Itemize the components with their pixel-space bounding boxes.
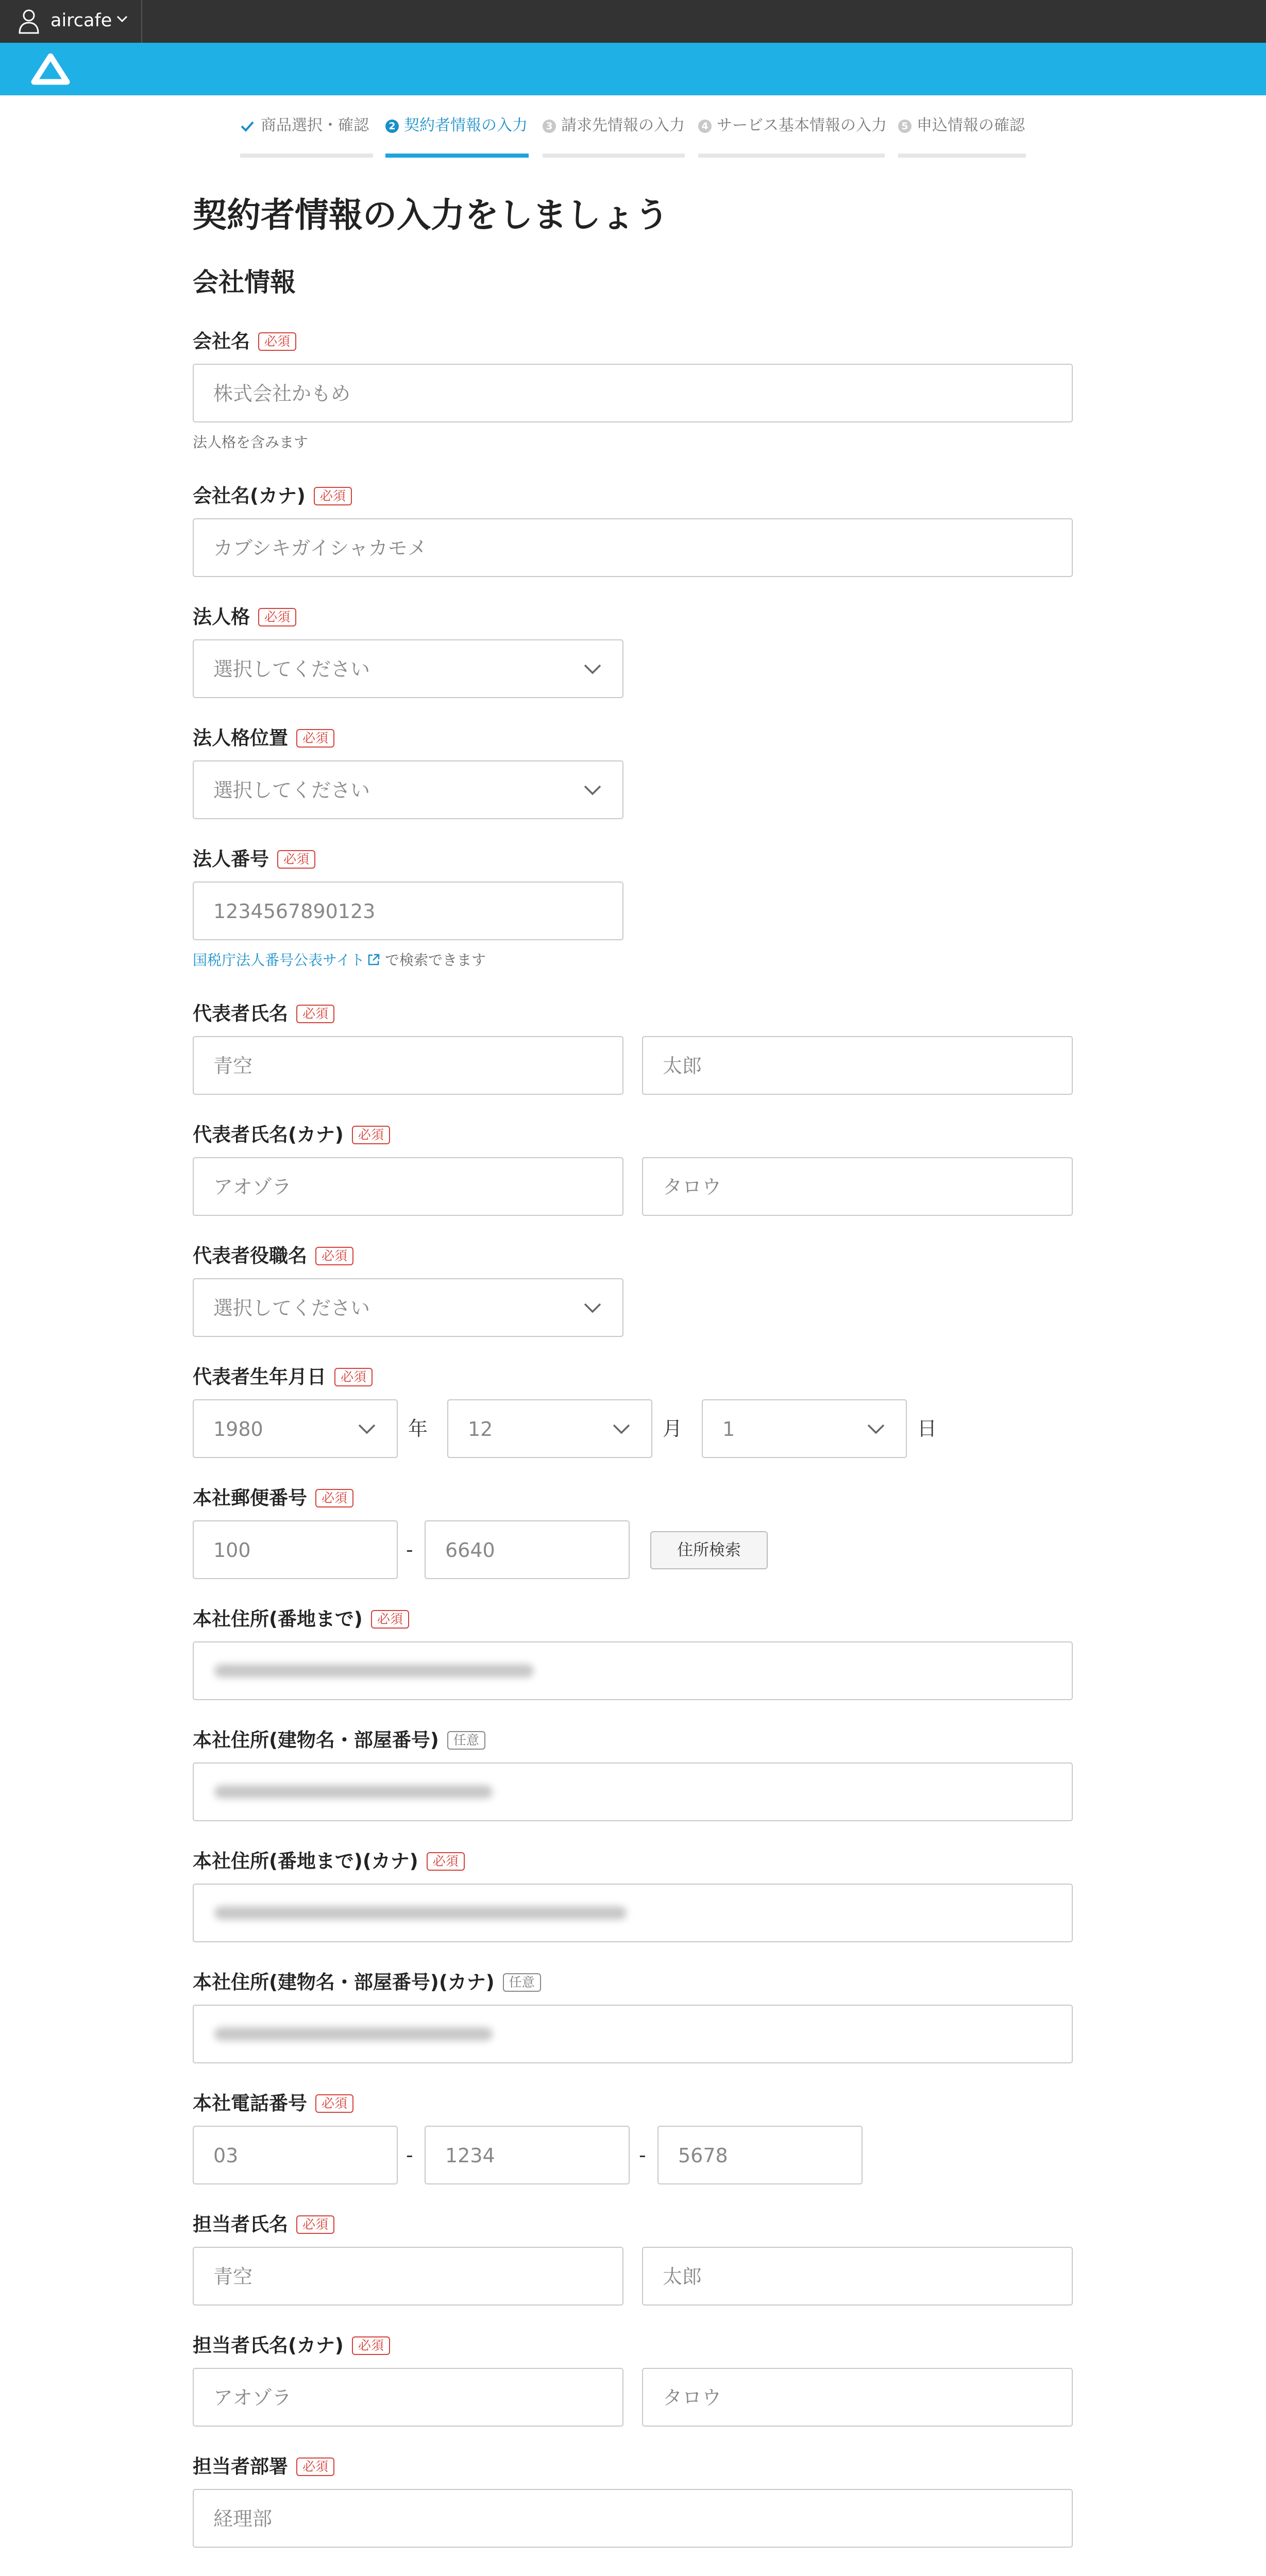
step-billing-info	[543, 108, 685, 160]
birth-month-select[interactable]: 12	[447, 1399, 652, 1458]
chevron-down-icon	[116, 15, 128, 23]
corp-type-select[interactable]: 選択してください	[193, 639, 623, 698]
required-badge: 必須	[296, 2458, 334, 2476]
company-kana-input[interactable]: カブシキガイシャカモメ	[193, 518, 1073, 577]
required-badge: 必須	[296, 1005, 334, 1023]
step-contractor-info	[385, 108, 529, 160]
chevron-down-icon	[583, 1302, 602, 1314]
account-name: aircafe	[50, 10, 112, 31]
top-bar	[0, 0, 1266, 43]
step-number: 2	[385, 120, 399, 133]
required-badge: 必須	[315, 1247, 353, 1265]
birth-day-select[interactable]: 1	[702, 1399, 907, 1458]
zip-part2-input[interactable]: 6640	[425, 1520, 630, 1579]
step-bar	[543, 154, 685, 158]
dash: -	[406, 2144, 413, 2166]
required-badge: 必須	[296, 729, 334, 748]
required-badge: 必須	[352, 1126, 390, 1144]
address2-kana-input[interactable]	[193, 2005, 1073, 2063]
month-unit: 月	[663, 1417, 683, 1440]
rep-kana-label: 代表者氏名(カナ) 必須	[193, 1123, 390, 1147]
address-search-button[interactable]: 住所検索	[650, 1531, 768, 1569]
chevron-down-icon	[867, 1423, 885, 1435]
blurred-text	[214, 1906, 627, 1920]
required-badge: 必須	[315, 2094, 353, 2113]
step-number: 3	[543, 120, 556, 133]
address1-label: 本社住所(番地まで) 必須	[193, 1607, 409, 1631]
step-label: サービス基本情報の入力	[717, 116, 887, 134]
blurred-text	[214, 1785, 493, 1799]
address1-kana-input[interactable]	[193, 1884, 1073, 1942]
step-label: 請求先情報の入力	[561, 116, 685, 134]
dash: -	[639, 2144, 646, 2166]
check-icon	[240, 121, 255, 132]
corp-type-position-select[interactable]: 選択してください	[193, 760, 623, 819]
contact-last-name-input[interactable]: 青空	[193, 2247, 623, 2306]
contact-first-kana-input[interactable]: タロウ	[642, 2368, 1073, 2427]
airregi-logo-icon[interactable]	[31, 53, 70, 85]
contact-dept-input[interactable]: 経理部	[193, 2489, 1073, 2548]
hq-phone-part3-input[interactable]: 5678	[657, 2126, 863, 2184]
step-number: 4	[698, 120, 712, 133]
step-label: 申込情報の確認	[917, 116, 1025, 134]
required-badge: 必須	[314, 487, 352, 505]
rep-first-kana-input[interactable]: タロウ	[642, 1157, 1073, 1216]
corp-type-label: 法人格 必須	[193, 605, 296, 629]
corp-number-input[interactable]: 1234567890123	[193, 882, 623, 940]
required-badge: 必須	[334, 1368, 373, 1386]
rep-name-label: 代表者氏名 必須	[193, 1002, 334, 1026]
birth-year-select[interactable]: 1980	[193, 1399, 398, 1458]
address2-input[interactable]	[193, 1762, 1073, 1821]
chevron-down-icon	[612, 1423, 631, 1435]
corp-number-label: 法人番号 必須	[193, 848, 315, 871]
chevron-down-icon	[583, 664, 602, 675]
required-badge: 必須	[258, 608, 296, 626]
step-label: 契約者情報の入力	[404, 116, 528, 134]
step-bar	[898, 154, 1026, 158]
year-unit: 年	[408, 1417, 428, 1440]
chevron-down-icon	[583, 785, 602, 796]
optional-badge: 任意	[447, 1731, 485, 1750]
contact-name-label: 担当者氏名 必須	[193, 2213, 334, 2236]
corp-type-position-label: 法人格位置 必須	[193, 726, 334, 750]
hq-phone-label: 本社電話番号 必須	[193, 2092, 353, 2115]
page-title: 契約者情報の入力をしましょう	[193, 195, 669, 235]
company-name-hint: 法人格を含みます	[193, 434, 309, 451]
brand-header	[0, 43, 1266, 95]
dash: -	[406, 1538, 413, 1561]
contact-dept-label: 担当者部署 必須	[193, 2455, 334, 2479]
address2-kana-label: 本社住所(建物名・部屋番号)(カナ) 任意	[193, 1971, 541, 1994]
address1-input[interactable]	[193, 1641, 1073, 1700]
company-kana-label: 会社名(カナ) 必須	[193, 484, 352, 508]
contact-last-kana-input[interactable]: アオゾラ	[193, 2368, 623, 2427]
rep-birth-label: 代表者生年月日 必須	[193, 1365, 373, 1389]
step-bar	[240, 154, 373, 158]
address2-label: 本社住所(建物名・部屋番号) 任意	[193, 1728, 485, 1752]
user-icon	[18, 8, 40, 34]
step-product-selection	[240, 108, 373, 160]
required-badge: 必須	[352, 2336, 390, 2355]
blurred-text	[214, 2027, 493, 2041]
section-title: 会社情報	[193, 267, 296, 297]
required-badge: 必須	[315, 1489, 353, 1507]
required-badge: 必須	[296, 2215, 334, 2234]
zip-part1-input[interactable]: 100	[193, 1520, 398, 1579]
required-badge: 必須	[258, 332, 296, 351]
zip-label: 本社郵便番号 必須	[193, 1486, 353, 1510]
chevron-down-icon	[358, 1423, 376, 1435]
required-badge: 必須	[371, 1610, 409, 1629]
external-link-icon	[367, 953, 380, 967]
step-bar	[698, 154, 885, 158]
step-bar	[385, 154, 529, 158]
hq-phone-part1-input[interactable]: 03	[193, 2126, 398, 2184]
rep-title-select[interactable]: 選択してください	[193, 1278, 623, 1337]
address1-kana-label: 本社住所(番地まで)(カナ) 必須	[193, 1850, 465, 1873]
rep-last-name-input[interactable]: 青空	[193, 1036, 623, 1095]
nta-corp-number-link[interactable]: 国税庁法人番号公表サイト	[193, 952, 365, 969]
rep-title-label: 代表者役職名 必須	[193, 1244, 353, 1268]
company-name-input[interactable]: 株式会社かもめ	[193, 364, 1073, 422]
step-number: 5	[898, 120, 911, 133]
step-confirm	[898, 108, 1026, 160]
day-unit: 日	[917, 1417, 937, 1440]
required-badge: 必須	[427, 1852, 465, 1871]
required-badge: 必須	[277, 850, 315, 869]
rep-first-name-input[interactable]: 太郎	[642, 1036, 1073, 1095]
blurred-text	[214, 1664, 534, 1677]
rep-last-kana-input[interactable]: アオゾラ	[193, 1157, 623, 1216]
optional-badge: 任意	[503, 1973, 541, 1992]
account-menu[interactable]	[0, 0, 142, 43]
company-name-label: 会社名 必須	[193, 330, 296, 353]
step-label: 商品選択・確認	[261, 116, 369, 134]
hq-phone-part2-input[interactable]: 1234	[425, 2126, 630, 2184]
corp-number-hint: 国税庁法人番号公表サイト で検索できます	[193, 952, 486, 969]
step-service-info	[698, 108, 885, 160]
contact-first-name-input[interactable]: 太郎	[642, 2247, 1073, 2306]
contact-kana-label: 担当者氏名(カナ) 必須	[193, 2334, 390, 2358]
